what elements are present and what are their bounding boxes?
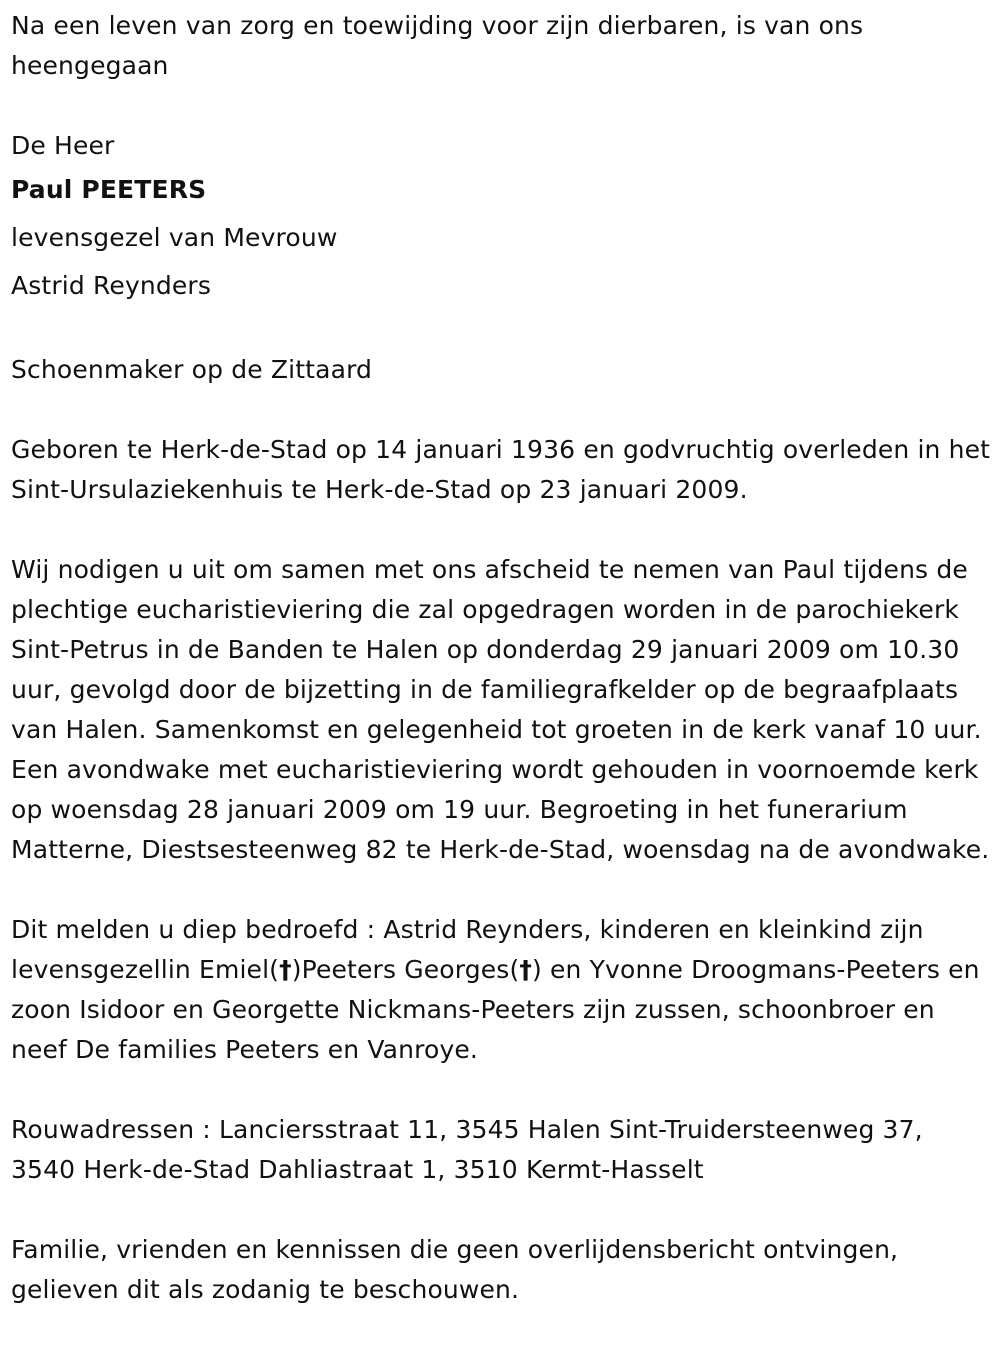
birth-death-text: Geboren te Herk-de-Stad op 14 januari 1936 en godvruchtig overleden in het Sint-Ursulaziekenhuis te Herk-de-Stad op 23 januari 2009. — [11, 435, 991, 504]
obituary-notice — [11, 6, 991, 1310]
person-title: De Heer — [11, 131, 115, 160]
spacer — [11, 1070, 991, 1110]
deceased-name: Paul PEETERS — [11, 175, 207, 204]
mourners-part-2: )Peeters Georges( — [291, 955, 520, 984]
closing-text: Familie, vrienden en kennissen die geen overlijdensbericht ontvingen, gelieven dit als zodanig te beschouwen. — [11, 1235, 899, 1304]
cross-icon: † — [279, 955, 292, 984]
addresses-text: Rouwadressen : Lanciersstraat 11, 3545 Halen Sint-Truidersteenweg 37, 3540 Herk-de-Stad Dahliastraat 1, 3510 Kermt-Hasselt — [11, 1115, 923, 1184]
mourners-text — [11, 910, 991, 1070]
occupation-text: Schoenmaker op de Zittaard — [11, 355, 373, 384]
intro-text: Na een leven van zorg en toewijding voor zijn dierbaren, is van ons heengegaan — [11, 11, 864, 80]
partner-name: Astrid Reynders — [11, 271, 212, 300]
spacer — [11, 86, 991, 126]
ceremony-text: Wij nodigen u uit om samen met ons afscheid te nemen van Paul tijdens de plechtige eucharistieviering die zal opgedragen worden in de parochiekerk Sint-Petrus in de Banden te Halen op donderdag 29 januari 2009 om 10.30 uur, gevolgd door de bijzetting in de familiegrafkelder op de begraafplaats van Halen. Samenkomst en gelegenheid tot groeten in de kerk vanaf 10 uur. Een avondwake met eucharistieviering wordt gehouden in voornoemde kerk op woensdag 28 januari 2009 om 19 uur. Begroeting in het funerarium Matterne, Diestsesteenweg 82 te Herk-de-Stad, woensdag na de avondwake. — [11, 555, 990, 864]
cross-icon: † — [519, 955, 533, 984]
mourners-part-3: ) en Yvonne Droogmans-Peeters en zoon Isidoor en Georgette Nickmans-Peeters zijn zussen, schoonbroer en neef De families Peeters en Vanroye. — [11, 955, 980, 1064]
mourners-part-1: Dit melden u diep bedroefd : Astrid Reynders, kinderen en kleinkind zijn levensgezellin Emiel( — [11, 915, 924, 984]
partner-label: levensgezel van Mevrouw — [11, 223, 338, 252]
spacer — [11, 870, 991, 910]
spacer — [11, 390, 991, 430]
spacer — [11, 310, 991, 350]
spacer — [11, 510, 991, 550]
spacer — [11, 1190, 991, 1230]
